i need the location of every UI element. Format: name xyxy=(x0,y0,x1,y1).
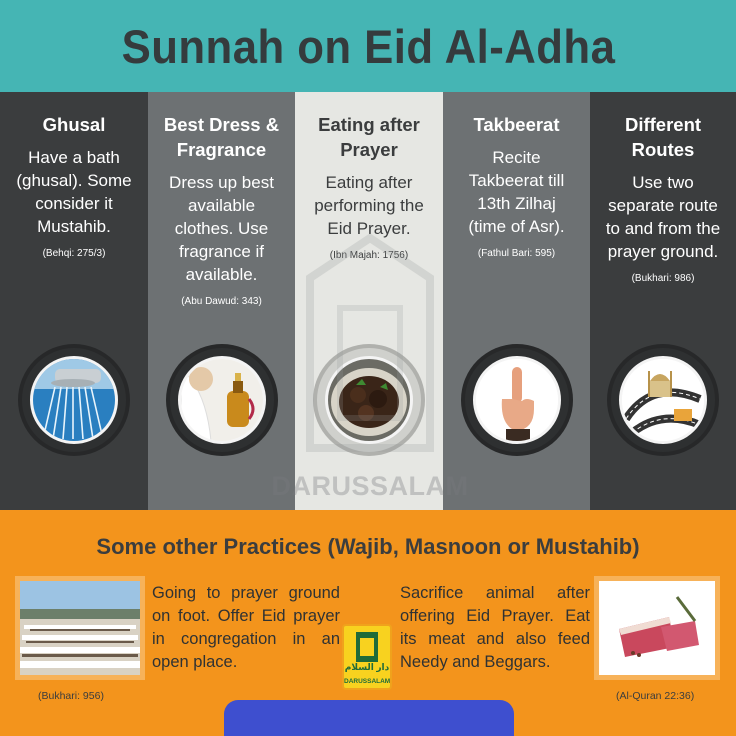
meat-photo xyxy=(594,576,720,680)
column-text: Dress up best available clothes. Use fragrance if available. xyxy=(169,173,274,284)
meat-dish-icon xyxy=(325,356,413,444)
darussalam-logo xyxy=(342,624,392,690)
column-text: Have a bath (ghusal). Some consider it Mustahib. xyxy=(16,148,132,236)
title-banner xyxy=(0,0,736,92)
sunnah-columns xyxy=(0,92,736,510)
left-practice-text: Going to prayer ground on foot. Offer Eid prayer in congregation in an open place. xyxy=(152,584,340,671)
column-ghusal xyxy=(0,92,148,510)
blue-banner-tab xyxy=(224,700,514,736)
column-different-routes xyxy=(590,92,736,510)
right-reference: (Al-Quran 22:36) xyxy=(616,690,695,702)
column-eating-after-prayer xyxy=(295,92,443,510)
page-title: Sunnah on Eid Al-Adha xyxy=(121,19,615,73)
column-reference: (Bukhari: 986) xyxy=(631,273,695,284)
column-heading: Takbeerat xyxy=(473,114,560,135)
column-heading: Eating after Prayer xyxy=(318,114,420,160)
column-heading: Ghusal xyxy=(42,114,106,135)
section-heading: Some other Practices (Wajib, Masnoon or Mustahib) xyxy=(96,534,640,559)
right-practice-text: Sacrifice animal after offering Eid Prayer. Eat its meat and also feed Needy and Beggars. xyxy=(400,584,590,671)
column-reference: (Behqi: 275/3) xyxy=(42,248,106,259)
column-heading: Different Routes xyxy=(624,114,702,160)
icon-ring xyxy=(607,344,719,456)
column-text: Eating after performing the Eid Prayer. xyxy=(314,173,424,238)
column-reference: (Ibn Majah: 1756) xyxy=(329,250,409,261)
logo-text: DARUSSALAM xyxy=(344,678,391,685)
icon-ring xyxy=(461,344,573,456)
logo-arabic-text: دار السلام xyxy=(344,662,390,672)
watermark-text: DARUSSALAM xyxy=(271,471,469,501)
column-best-dress xyxy=(148,92,295,510)
column-reference: (Abu Dawud: 343) xyxy=(181,296,262,307)
icon-ring xyxy=(18,344,130,456)
icon-ring xyxy=(313,344,425,456)
prayer-crowd-photo xyxy=(15,576,145,680)
column-text: Recite Takbeerat till 13th Zilhaj (time of Asr). xyxy=(468,148,565,236)
column-heading: Best Dress & Fragrance xyxy=(163,114,280,160)
raised-finger-icon xyxy=(473,356,561,444)
perfume-icon xyxy=(178,356,266,444)
left-reference: (Bukhari: 956) xyxy=(38,690,104,702)
routes-icon xyxy=(619,356,707,444)
shower-icon xyxy=(30,356,118,444)
column-text: Use two separate route to and from the prayer ground. xyxy=(605,173,721,261)
column-takbeerat xyxy=(443,92,590,510)
column-reference: (Fathul Bari: 595) xyxy=(477,248,556,259)
icon-ring xyxy=(166,344,278,456)
